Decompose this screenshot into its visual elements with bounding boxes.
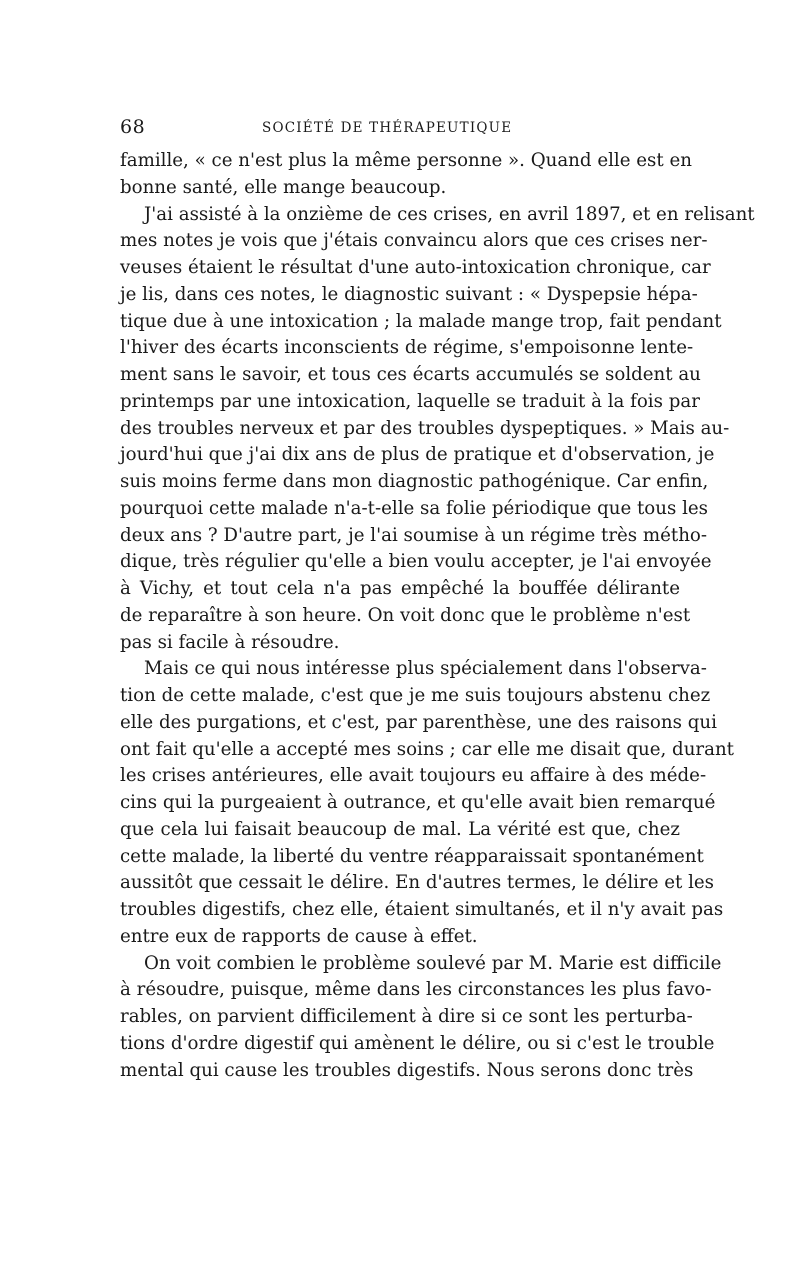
page-number: 68 bbox=[120, 116, 146, 138]
text-line: deux ans ? D'autre part, je l'ai soumise à un régime très métho- bbox=[120, 524, 708, 546]
running-head bbox=[120, 116, 680, 146]
text-line: mes notes je vois que j'étais convaincu alors que ces crises ner- bbox=[120, 230, 708, 252]
text-line: à résoudre, puisque, même dans les circonstances les plus favo- bbox=[120, 979, 712, 1001]
text-line: ont fait qu'elle a accepté mes soins ; car elle me disait que, durant bbox=[120, 738, 734, 760]
text-line: à Vichy, et tout cela n'a pas empêché la bouffée délirante bbox=[120, 578, 680, 599]
text-line: l'hiver des écarts inconscients de régime, s'empoisonne lente- bbox=[120, 337, 694, 359]
text-line: suis moins ferme dans mon diagnostic pathogénique. Car enfin, bbox=[120, 471, 709, 492]
text-line: printemps par une intoxication, laquelle se traduit à la fois par bbox=[120, 390, 700, 412]
text-line: Mais ce qui nous intéresse plus spécialement dans l'observa- bbox=[144, 658, 707, 680]
text-line: je lis, dans ces notes, le diagnostic suivant : « Dyspepsie hépa- bbox=[120, 283, 698, 305]
text-line: des troubles nerveux et par des troubles dyspeptiques. » Mais au- bbox=[120, 417, 730, 439]
text-line: tions d'ordre digestif qui amènent le délire, ou si c'est le trouble bbox=[120, 1032, 715, 1054]
text-line: J'ai assisté à la onzième de ces crises, en avril 1897, et en relisant bbox=[144, 203, 755, 225]
text-line: entre eux de rapports de cause à effet. bbox=[120, 925, 478, 947]
text-line: tion de cette malade, c'est que je me suis toujours abstenu chez bbox=[120, 685, 711, 706]
text-line: bonne santé, elle mange beaucoup. bbox=[120, 176, 447, 198]
text-line: de reparaître à son heure. On voit donc que le problème n'est bbox=[120, 604, 691, 626]
text-line: famille, « ce n'est plus la même personne ». Quand elle est en bbox=[120, 150, 692, 171]
text-line: elle des purgations, et c'est, par parenthèse, une des raisons qui bbox=[120, 711, 717, 733]
text-line: pas si facile à résoudre. bbox=[120, 631, 340, 653]
text-line: troubles digestifs, chez elle, étaient simultanés, et il n'y avait pas bbox=[120, 899, 724, 920]
text-line: cette malade, la liberté du ventre réapparaissait spontanément bbox=[120, 845, 704, 867]
text-line: veuses étaient le résultat d'une auto-intoxication chronique, car bbox=[120, 257, 711, 278]
text-line: On voit combien le problème soulevé par M. Marie est difficile bbox=[144, 952, 722, 974]
body-text bbox=[120, 148, 755, 1084]
text-line: dique, très régulier qu'elle a bien voulu accepter, je l'ai envoyée bbox=[120, 551, 712, 573]
text-line: mental qui cause les troubles digestifs. Nous serons donc très bbox=[120, 1059, 694, 1081]
running-title: SOCIÉTÉ DE THÉRAPEUTIQUE bbox=[262, 120, 513, 136]
text-line: pourquoi cette malade n'a-t-elle sa folie périodique que tous les bbox=[120, 497, 708, 519]
text-line: aussitôt que cessait le délire. En d'autres termes, le délire et les bbox=[120, 872, 715, 894]
text-line: les crises antérieures, elle avait toujours eu affaire à des méde- bbox=[120, 765, 707, 787]
text-line: ment sans le savoir, et tous ces écarts accumulés se soldent au bbox=[120, 364, 701, 385]
text-line: cins qui la purgeaient à outrance, et qu'elle avait bien remarqué bbox=[120, 792, 716, 813]
text-line: tique due à une intoxication ; la malade mange trop, fait pendant bbox=[120, 310, 722, 332]
text-line: jourd'hui que j'ai dix ans de plus de pratique et d'observation, je bbox=[120, 444, 715, 466]
text-line: que cela lui faisait beaucoup de mal. La vérité est que, chez bbox=[120, 818, 680, 840]
text-line: rables, on parvient difficilement à dire si ce sont les perturba- bbox=[120, 1006, 693, 1027]
